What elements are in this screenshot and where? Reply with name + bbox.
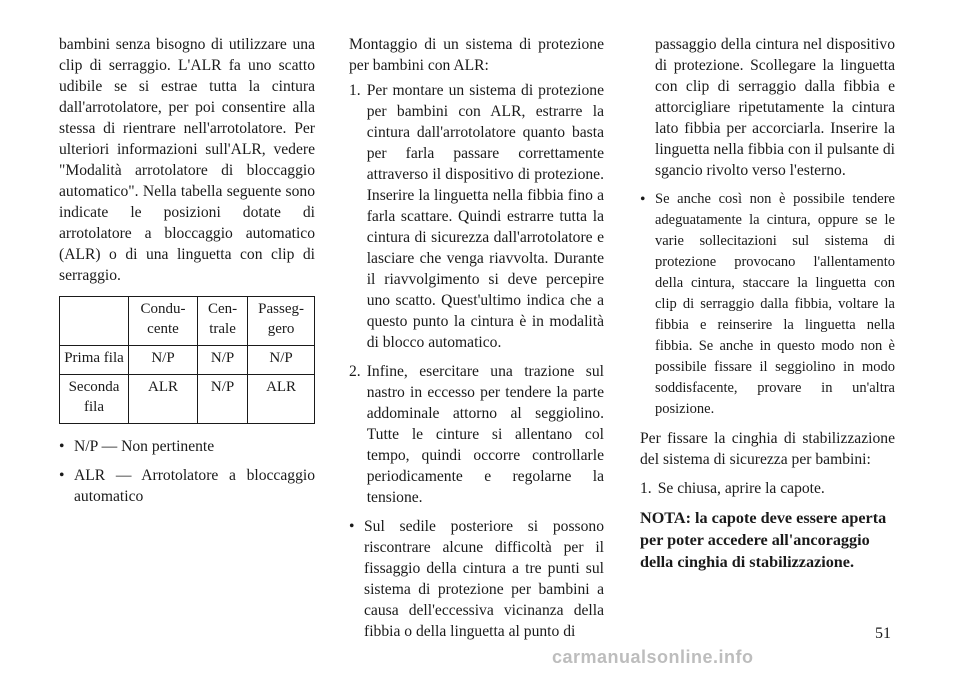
- bullet-text: Sul sedile posteriore si possono riscontrare alcune difficoltà per il fissaggio della cintura a tre punti sul sistema di protezione per bambini a causa dell'eccessiva vicinanza della fibbia o della linguetta al punto di: [364, 518, 604, 640]
- table-cell: ALR: [248, 375, 315, 424]
- list-item: [640, 189, 895, 420]
- note-list: [349, 516, 604, 642]
- step-number: 2.: [349, 363, 361, 380]
- step-text: Se chiusa, aprire la capote.: [657, 480, 825, 497]
- page-number: 51: [875, 625, 891, 642]
- table-row-label: Seconda fila: [60, 375, 129, 424]
- bullet-icon: •: [59, 467, 65, 484]
- step-text: Infine, esercitare una trazione sul nastro in eccesso per tendere la parte addominale attorno al seggiolino. Tutte le cinture si allentano col tempo, quindi occorre controllarle periodicamente e regolarne la tensione.: [366, 363, 604, 506]
- table-row: [60, 346, 315, 375]
- table-cell: N/P: [129, 346, 198, 375]
- column-right: [640, 34, 895, 581]
- legend-text: ALR — Arrotolatore a bloccaggio automatico: [74, 467, 315, 505]
- table-cell: N/P: [197, 346, 247, 375]
- step-number: 1.: [349, 82, 361, 99]
- list-item: [349, 516, 604, 642]
- step-text: Per montare un sistema di protezione per bambini con ALR, estrarre la cintura dall'arrotolatore quanto basta per farla passare correttamente attraverso il dispositivo di protezione. Inserire la linguetta nella fibbia fino a farla scattare. Quindi estrarre tutta la cintura di sicurezza dall'arrotolatore e lasciare che venga riavvolta. Durante il riavvolgimento si deve percepire uno scatto. Quest'ultimo indica che a questo punto la cintura è in modalità di blocco automatico.: [366, 82, 604, 351]
- table-cell: ALR: [129, 375, 198, 424]
- section-heading: Montaggio di un sistema di protezione per bambini con ALR:: [349, 36, 604, 74]
- column-left: [59, 34, 315, 515]
- legend-list: [59, 436, 315, 507]
- table-header-cell: Cen-trale: [197, 297, 247, 346]
- tether-intro: Per fissare la cinghia di stabilizzazione del sistema di sicurezza per bambini:: [640, 430, 895, 468]
- table-row-label: Prima fila: [60, 346, 129, 375]
- list-item: [59, 436, 315, 457]
- bullet-icon: •: [640, 191, 646, 208]
- tether-step-1: [640, 478, 895, 499]
- table-cell: N/P: [197, 375, 247, 424]
- table-header-cell: Passeg-gero: [248, 297, 315, 346]
- bullet-text: Se anche così non è possibile tendere adeguatamente la cintura, oppure se le varie sollecitazioni sul sistema di protezione provocano l'allentamento della cintura, staccare la linguetta con clip di serraggio dalla fibbia, voltare la fibbia e reinserire la linguetta nella fibbia. Se anche in questo modo non è possibile fissare il seggiolino in modo soddisfacente, provare in un'altra posizione.: [655, 191, 895, 417]
- step-2: [349, 361, 604, 508]
- continued-text: passaggio della cintura nel dispositivo di protezione. Scollegare la linguetta con clip di serraggio dalla fibbia e attorcigliare ripetutamente la cintura lato fibbia per accorciarla. Inserire la linguetta nella fibbia con il pulsante di sgancio rivolto verso l'esterno.: [655, 36, 895, 179]
- table-row: [60, 375, 315, 424]
- alr-position-table: [59, 296, 315, 424]
- watermark: carmanualsonline.info: [552, 647, 754, 667]
- table-header-row: [60, 297, 315, 346]
- note-list-continued: [640, 189, 895, 420]
- intro-paragraph: bambini senza bisogno di utilizzare una clip di serraggio. L'ALR fa uno scatto udibile se si estrae tutta la cintura dall'arrotolatore, per poi consentire alla stessa di rientrare nell'arrotolatore. Per ulteriori informazioni sull'ALR, vedere "Modalità arrotolatore di bloccaggio automatico". Nella tabella seguente sono indicate le posizioni dotate di arrotolatore a bloccaggio automatico (ALR) o di una linguetta con clip di serraggio.: [59, 36, 315, 284]
- table-header-cell: Condu-cente: [129, 297, 198, 346]
- list-item: [59, 465, 315, 507]
- column-middle: [349, 34, 604, 650]
- note-bold: NOTA: la capote deve essere aperta per poter accedere all'ancoraggio della cinghia di stabilizzazione.: [640, 509, 887, 571]
- step-number: 1.: [640, 480, 652, 497]
- bullet-icon: •: [349, 518, 355, 535]
- step-1: [349, 80, 604, 353]
- bullet-icon: •: [59, 438, 65, 455]
- legend-text: N/P — Non pertinente: [74, 438, 215, 455]
- table-header-cell: [60, 297, 129, 346]
- table-cell: N/P: [248, 346, 315, 375]
